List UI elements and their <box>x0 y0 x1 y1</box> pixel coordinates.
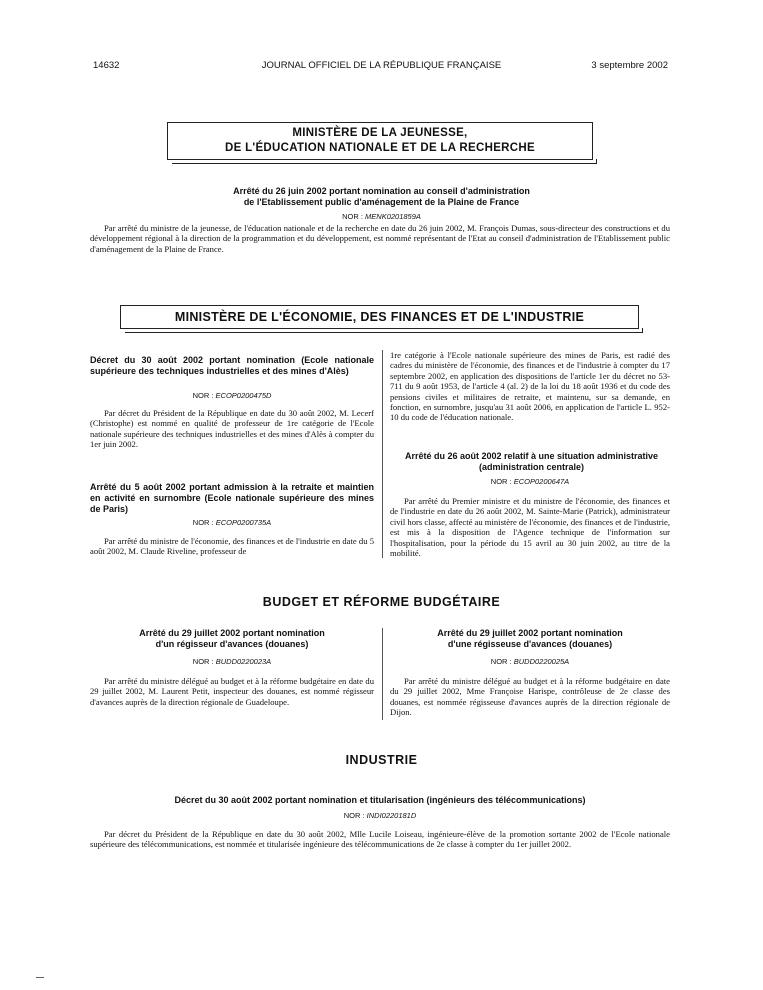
nor-arrete-situation <box>390 477 670 486</box>
decret-industrie-title: Décret du 30 août 2002 portant nomination et titularisation (ingénieurs des télécommunications) <box>174 795 586 805</box>
nor-industrie <box>90 811 670 820</box>
arrete-retraite-body-cont: 1re catégorie à l'Ecole nationale supérieure des mines de Paris, est radié des cadres du ministère de l'économie, des finances et de l'industrie à compter du 17 septembre 2002, en application des dispositions de l'article 1er du décret no 53-711 du 9 août 1953, de l'article 4 (al. 2) de la loi du 18 août 1936 et du code des pensions civiles et militaires de retraite, et maintenu, sur sa demande, en fonction, en surnombre, jusqu'au 31 août 2006, en application de l'article L. 952-10 du code de l'éducation nationale. <box>390 350 670 423</box>
page-number: 14632 <box>93 60 120 71</box>
nor-label: NOR : <box>490 477 512 486</box>
arrete-education-title <box>160 186 603 208</box>
nor-education <box>160 212 603 221</box>
nor-label: NOR : <box>490 657 512 666</box>
column-divider <box>382 350 383 558</box>
nor-budget-right <box>390 657 670 666</box>
nor-decret-ales <box>90 391 374 400</box>
budget-left-body: Par arrêté du ministre délégué au budget et à la réforme budgétaire en date du 29 juillet 2002, M. Laurent Petit, inspecteur des douanes, est nommé régisseur d'avances auprès de la direction régionale de Guadeloupe. <box>90 676 374 707</box>
nor-label: NOR : <box>192 657 214 666</box>
budget-right-title-line1: Arrêté du 29 juillet 2002 portant nomination <box>437 628 623 638</box>
nor-code: ECOP0200735A <box>215 518 272 527</box>
budget-left-title-line2: d'un régisseur d'avances (douanes) <box>155 639 309 649</box>
nor-code: MENK0201859A <box>365 212 421 221</box>
nor-label: NOR : <box>343 811 365 820</box>
nor-code: ECOP0200647A <box>513 477 570 486</box>
budget-left-title-line1: Arrêté du 29 juillet 2002 portant nomination <box>139 628 325 638</box>
scan-mark <box>36 977 44 978</box>
nor-code: BUDD0220025A <box>513 657 570 666</box>
arrete-retraite-title: Arrêté du 5 août 2002 portant admission à la retraite et maintien en activité en surnombre (Ecole nationale supérieure des mines de Paris) <box>90 482 374 514</box>
nor-arrete-retraite <box>90 518 374 527</box>
decret-ales-title: Décret du 30 août 2002 portant nomination (Ecole nationale supérieure des techniques industrielles et des mines d'Alès) <box>90 355 374 376</box>
nor-code: BUDD0220023A <box>215 657 272 666</box>
nor-budget-left <box>90 657 374 666</box>
industrie-section-title: INDUSTRIE <box>345 753 418 767</box>
ministry-education-line1: MINISTÈRE DE LA JEUNESSE, <box>292 127 468 139</box>
arrete-situation-body: Par arrêté du Premier ministre et du ministre de l'économie, des finances et de l'industrie en date du 26 août 2002, M. Sainte-Marie (Patrick), administrateur civil hors classe, affecté au ministère de l'économie, des finances et de l'industrie, est mis à la disposition de l'Agence technique de l'information sur l'hospitalisation, pour la période du 15 avril au 30 juin 2002, au titre de la mobilité. <box>390 496 670 559</box>
ministry-education-box <box>167 122 593 160</box>
ministry-education-line2: DE L'ÉDUCATION NATIONALE ET DE LA RECHERCHE <box>225 142 535 154</box>
budget-right-title-line2: d'une régisseuse d'avances (douanes) <box>447 639 613 649</box>
nor-label: NOR : <box>192 391 214 400</box>
budget-section-title: BUDGET ET RÉFORME BUDGÉTAIRE <box>262 595 501 609</box>
decret-industrie-body: Par décret du Président de la République en date du 30 août 2002, Mlle Lucile Loiseau, ingénieure-élève de la promotion sortante 2002 de l'Ecole nationale supérieure des télécommunications, est nommée et titularisée ingénieure des télécommunications de 2e classe à compter du 1er juillet 2002. <box>90 829 670 850</box>
decret-ales-body: Par décret du Président de la République en date du 30 août 2002, M. Lecerf (Christophe) est nommé en qualité de professeur de 1re catégorie de l'Ecole nationale supérieure des techniques industrielles et des mines d'Alès à compter du 1er juin 2002. <box>90 408 374 450</box>
nor-label: NOR : <box>342 212 363 221</box>
budget-left-title <box>90 628 374 650</box>
arrete-education-title-line2: de l'Etablissement public d'aménagement de la Plaine de France <box>243 197 520 207</box>
arrete-education-title-line1: Arrêté du 26 juin 2002 portant nomination au conseil d'administration <box>233 186 530 196</box>
budget-right-body: Par arrêté du ministre délégué au budget et à la réforme budgétaire en date du 29 juillet 2002, Mme Françoise Harispe, contrôleuse de 2e classe des douanes, est nommée régisseuse d'avances auprès de la direction régionale de Dijon. <box>390 676 670 718</box>
arrete-situation-title: Arrêté du 26 août 2002 relatif à une situation administrative (administration centrale) <box>404 451 659 472</box>
ministry-economy-box: MINISTÈRE DE L'ÉCONOMIE, DES FINANCES ET DE L'INDUSTRIE <box>120 305 639 329</box>
arrete-education-body: Par arrêté du ministre de la jeunesse, de l'éducation nationale et de la recherche en date du 26 juin 2002, M. François Dumas, sous-directeur des constructions et du développement régional à la direction de la programmation et du développement, est nommé représentant de l'Etat au conseil d'administration de l'Etablissement public d'aménagement de la Plaine de France. <box>90 223 670 254</box>
budget-column-divider <box>382 628 383 720</box>
nor-label: NOR : <box>192 518 214 527</box>
arrete-retraite-body-start: Par arrêté du ministre de l'économie, des finances et de l'industrie en date du 5 août 2002, M. Claude Riveline, professeur de <box>90 536 374 557</box>
nor-code: INDI0220181D <box>366 811 417 820</box>
nor-code: ECOP0200475D <box>215 391 272 400</box>
budget-right-title <box>390 628 670 650</box>
issue-date: 3 septembre 2002 <box>591 60 668 71</box>
journal-title: JOURNAL OFFICIEL DE LA RÉPUBLIQUE FRANÇAISE <box>261 60 502 71</box>
